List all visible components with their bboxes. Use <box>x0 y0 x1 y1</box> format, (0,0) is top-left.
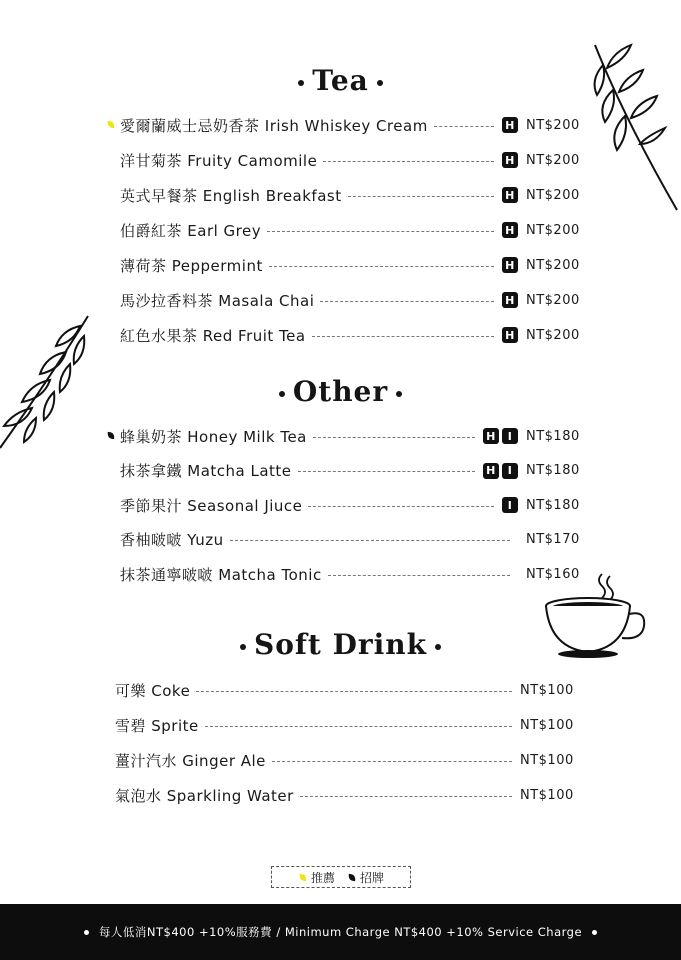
recommended-marker-icon <box>106 120 115 129</box>
temperature-badges <box>502 257 518 273</box>
menu-item-name: 愛爾蘭威士忌奶香茶 Irish Whiskey Cream <box>120 116 428 135</box>
menu-item-price: NT$200 <box>526 257 580 273</box>
dotted-leader <box>348 196 494 197</box>
temperature-badges <box>502 152 518 168</box>
menu-item-price: NT$200 <box>526 292 580 308</box>
footer-dot <box>592 930 597 935</box>
dotted-leader <box>205 726 512 727</box>
temperature-badges <box>502 327 518 343</box>
menu-item-price: NT$200 <box>526 187 580 203</box>
temperature-badges <box>502 292 518 308</box>
menu-item <box>115 749 576 771</box>
menu-item-name: 英式早餐茶 English Breakfast <box>120 186 342 205</box>
hot-badge: H <box>483 428 499 444</box>
hot-badge: H <box>502 187 518 203</box>
menu-item-price: NT$100 <box>520 752 574 768</box>
menu-item <box>120 563 582 585</box>
dotted-leader <box>313 437 475 438</box>
menu-item-price: NT$180 <box>526 497 580 513</box>
menu-item-price: NT$100 <box>520 682 574 698</box>
dotted-leader <box>230 540 510 541</box>
menu-item-price: NT$160 <box>526 566 580 582</box>
dotted-leader <box>196 691 512 692</box>
tea-title: Tea <box>312 64 369 97</box>
title-dot <box>396 391 402 397</box>
title-dot <box>377 80 383 86</box>
menu-item-name: 雪碧 Sprite <box>115 716 199 735</box>
dotted-leader <box>323 161 494 162</box>
menu-item-name: 抹茶通寧啵啵 Matcha Tonic <box>120 565 322 584</box>
dotted-leader <box>434 126 494 127</box>
hot-badge: H <box>483 463 499 479</box>
menu-item <box>120 529 582 551</box>
dotted-leader <box>328 575 510 576</box>
other-title: Other <box>292 375 389 408</box>
dotted-leader <box>312 336 494 337</box>
menu-item <box>115 784 576 806</box>
section-title-other <box>0 375 681 408</box>
temperature-badges <box>502 117 518 133</box>
menu-item <box>120 425 582 447</box>
menu-item <box>120 324 582 346</box>
signature-marker-icon <box>347 873 356 882</box>
menu-item <box>120 149 582 171</box>
hot-badge: H <box>502 327 518 343</box>
temperature-badges <box>502 497 518 513</box>
menu-item <box>120 289 582 311</box>
dotted-leader <box>300 796 512 797</box>
menu-item <box>120 184 582 206</box>
hot-badge: H <box>502 152 518 168</box>
iced-badge: I <box>502 497 518 513</box>
menu-item <box>115 714 576 736</box>
menu-item-name: 季節果汁 Seasonal Jiuce <box>120 496 303 515</box>
dotted-leader <box>269 266 494 267</box>
menu-item-price: NT$200 <box>526 117 580 133</box>
menu-item-name: 薄荷茶 Peppermint <box>120 256 263 275</box>
iced-badge: I <box>502 428 518 444</box>
menu-item-name: 抹茶拿鐵 Matcha Latte <box>120 462 292 480</box>
menu-item-name: 薑汁汽水 Ginger Ale <box>115 751 266 770</box>
menu-item-price: NT$180 <box>526 428 580 444</box>
menu-item <box>120 114 582 136</box>
menu-item-price: NT$200 <box>526 327 580 343</box>
section-title-tea <box>0 64 681 97</box>
footer-dot <box>84 930 89 935</box>
temperature-badges <box>483 428 518 444</box>
hot-badge: H <box>502 292 518 308</box>
menu-item-name: 紅色水果茶 Red Fruit Tea <box>120 326 306 345</box>
dotted-leader <box>267 231 494 232</box>
footer-bar <box>0 904 681 960</box>
menu-item <box>120 460 582 482</box>
title-dot <box>435 644 441 650</box>
menu-item-price: NT$100 <box>520 787 574 803</box>
legend-signature-label: 招牌 <box>360 870 385 885</box>
menu-item-name: 氣泡水 Sparkling Water <box>115 786 294 805</box>
signature-marker-icon <box>106 431 115 440</box>
menu-item <box>115 679 576 701</box>
menu-item-name: 伯爵紅茶 Earl Grey <box>120 221 262 240</box>
title-dot <box>298 80 304 86</box>
hot-badge: H <box>502 257 518 273</box>
menu-item-name: 馬沙拉香料茶 Masala Chai <box>120 291 315 310</box>
section-title-soft-drink <box>0 628 681 661</box>
legend-recommended <box>298 869 335 886</box>
menu-item <box>120 219 582 241</box>
temperature-badges <box>483 463 518 479</box>
soft-title: Soft Drink <box>253 628 428 661</box>
menu-item-price: NT$200 <box>526 152 580 168</box>
legend-recommended-label: 推薦 <box>310 870 335 885</box>
title-dot <box>279 391 285 397</box>
temperature-badges <box>502 187 518 203</box>
legend-signature <box>347 869 384 886</box>
temperature-badges <box>502 222 518 238</box>
menu-item-name: 洋甘菊茶 Fruity Camomile <box>120 151 318 170</box>
footer-text: 每人低消NT$400 +10%服務費 / Minimum Charge NT$400 +10% Service Charge <box>98 925 583 939</box>
legend <box>271 866 411 888</box>
dotted-leader <box>272 761 512 762</box>
menu-item-name: 香柚啵啵 Yuzu <box>120 531 224 549</box>
menu-item <box>120 494 582 516</box>
dotted-leader <box>320 301 494 302</box>
menu-item-name: 可樂 Coke <box>115 681 191 700</box>
menu-item-price: NT$200 <box>526 222 580 238</box>
hot-badge: H <box>502 222 518 238</box>
menu-item-price: NT$170 <box>526 532 580 547</box>
hot-badge: H <box>502 117 518 133</box>
menu-item-price: NT$180 <box>526 463 580 478</box>
title-dot <box>240 644 246 650</box>
dotted-leader <box>308 506 494 507</box>
iced-badge: I <box>502 463 518 479</box>
dotted-leader <box>298 471 475 472</box>
menu-item <box>120 254 582 276</box>
recommended-marker-icon <box>298 873 307 882</box>
menu-item-name: 蜂巢奶茶 Honey Milk Tea <box>120 427 307 446</box>
menu-item-price: NT$100 <box>520 717 574 733</box>
